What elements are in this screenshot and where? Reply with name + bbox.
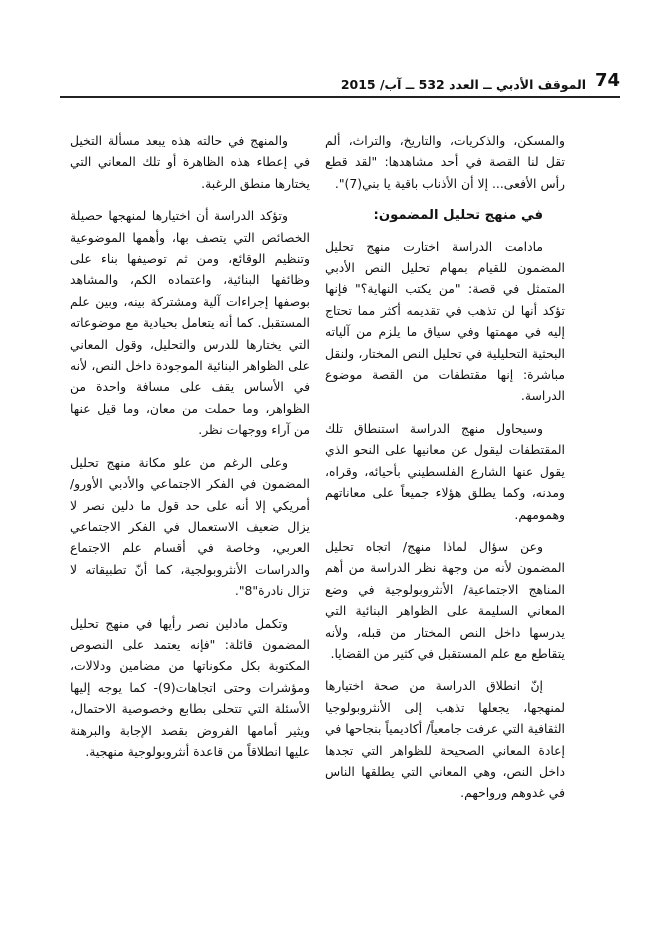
page-number: 74 xyxy=(594,70,620,91)
paragraph: والمسكن، والذكريات، والتاريخ، والتراث، ألم تقل لنا القصة في أحد مشاهدها: "لقد قطع رأس الأفعى... إلا أن الأذناب باقية يا بني(7)". xyxy=(325,133,565,191)
paragraph: وسيحاول منهج الدراسة استنطاق تلك المقتطفات ليقول عن معانيها على النحو الذي يقول عنها الشارع الفلسطيني بأحيائه، وقراه، ومدنه، وكما يطلق هؤلاء جميعاً على معاناتهم وهمومهم. xyxy=(325,420,565,522)
right-column xyxy=(325,130,565,815)
section-heading: في منهج تحليل المضمون: xyxy=(373,208,543,224)
header-rule xyxy=(60,96,620,98)
left-column xyxy=(70,130,310,773)
paragraph: إنّ انطلاق الدراسة من صحة اختيارها لمنهجها، يجعلها تذهب إلى الأنثروبولوجيا الثقافية التي عرفت جامعياً/ أكاديمياً بنجاحها في إعادة المعاني الصحيحة للظواهر التي تجدها داخل النص، وهي المعاني التي يطلقها الناس في غدوهم ورواحهم. xyxy=(325,678,565,801)
running-head: الموقف الأدبي ــ العدد 532 ــ آب/ 2015 xyxy=(340,77,586,92)
paragraph: مادامت الدراسة اختارت منهج تحليل المضمون للقيام بمهام تحليل النص الأدبي المتمثل في قصة: "من يكتب النهاية؟" فإنها تؤكد أنها لن تذهب في تقديمه أكثر مما تحتاج إليه في مهمتها وفي سياق ما يلزم من آلياته البحثية التحليلية في تحليل النص المختار، ولنقل مباشرة: إنها مقتطفات من القصة موضوع الدراسة. xyxy=(325,238,565,404)
paragraph: وتكمل مادلين نصر رأيها في منهج تحليل المضمون قائلة: "فإنه يعتمد على النصوص المكتوبة بكل مكوناتها من مضامين ودلالات، ومؤشرات وحتى اتجاهات(9)- كما يوجه إليها الأسئلة التي تتحلى بطابع وخصوصية الاحتمال، ويثير أمامها الفروض بقصد الإجابة والبرهنة عليها انطلاقاً من قاعدة أنثروبولوجية منهجية. xyxy=(70,615,310,759)
paragraph: وعلى الرغم من علو مكانة منهج تحليل المضمون في الفكر الاجتماعي والأدبي الأورو/ أمريكي إلا أنه على حد قول ما دلين نصر لا يزال ضعيف الاستعمال في الفكر الاجتماعي العربي، وخاصة في أقسام علم الاجتماع والدراسات الأنثروبولجية، كما أنّ تطبيقاته لا تزال نادرة"8". xyxy=(70,454,310,599)
paragraph: وعن سؤال لماذا منهج/ اتجاه تحليل المضمون لأنه من وجهة نظر الدراسة من أهم المناهج الاجتماعية/ الأنثروبولوجية في وضع المعاني السليمة على الظواهر البنائية التي يدرسها داخل النص المختار من قبله، ولأنه يتقاطع مع علم المستقبل في كثير من القضايا. xyxy=(325,538,565,661)
page-header xyxy=(60,66,620,106)
paragraph: والمنهج في حالته هذه يبعد مسألة التخيل في إعطاء هذه الظاهرة أو تلك المعاني التي يختارها منطق الرغبة. xyxy=(70,133,310,191)
paragraph: وتؤكد الدراسة أن اختيارها لمنهجها حصيلة الخصائص التي يتصف بها، وأهمها الموضوعية وتنظيم الوقائع، ومن ثم توصيفها بناء على وظائفها البنائية، واعتماده الكم، والمشاهد بوصفها إجراءات آلية ومشتركة بينه، وبين علم المستقبل. كما أنه يتعامل بحيادية مع موضوعاته التي يختارها للدرس والتحليل، وقول المعاني على الظواهر البنائية الموجودة داخل النص، لأنه في الأساس يقف على مسافة واحدة من الظواهر، وما حملت من معان، وما قيل عنها من آراء ووجهات نظر. xyxy=(70,208,310,438)
